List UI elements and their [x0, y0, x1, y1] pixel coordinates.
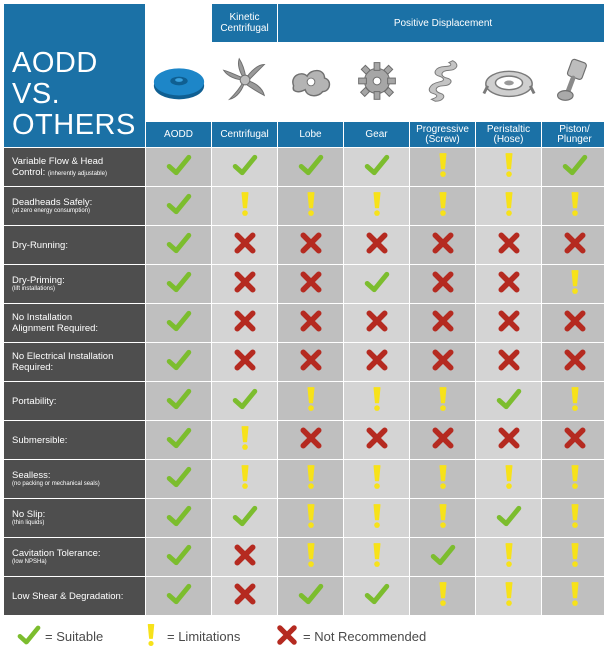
rating-cell — [212, 499, 277, 537]
rating-cell — [146, 499, 211, 537]
exclamation-icon — [561, 190, 589, 223]
legend-limitations-label: = Limitations — [167, 628, 241, 644]
rating-cell — [542, 460, 604, 498]
check-icon — [363, 151, 391, 184]
rating-cell — [212, 343, 277, 381]
rating-cell — [476, 304, 541, 342]
exclamation-icon — [297, 463, 325, 496]
check-icon — [165, 463, 193, 496]
rating-cell — [278, 538, 343, 576]
piston-icon — [546, 54, 604, 111]
row-label-text: Sealless: — [12, 470, 51, 481]
row-label-note: (low NPSHa) — [12, 559, 47, 565]
rating-cell — [146, 382, 211, 420]
row-label-note: (at zero energy consumption) — [12, 208, 91, 214]
rating-cell — [542, 304, 604, 342]
aodd-pump-icon — [150, 54, 208, 111]
cross-icon — [363, 229, 391, 262]
row-label-text: Dry-Running: — [12, 239, 68, 251]
check-icon — [165, 190, 193, 223]
check-icon — [165, 541, 193, 574]
column-header: Lobe — [278, 122, 343, 147]
rating-cell — [344, 343, 409, 381]
row-label-text: No Slip: — [12, 509, 46, 520]
exclamation-icon — [231, 463, 259, 496]
group-header-positive-displacement: Positive Displacement — [278, 4, 604, 42]
rating-cell — [146, 226, 211, 264]
exclamation-icon — [495, 151, 523, 184]
rating-cell — [542, 499, 604, 537]
cross-icon — [495, 346, 523, 379]
rating-cell — [212, 382, 277, 420]
rating-cell — [278, 265, 343, 303]
rating-cell — [212, 304, 277, 342]
legend-limitations — [138, 621, 240, 651]
rating-cell — [410, 382, 475, 420]
row-label-text — [12, 156, 145, 178]
cross-icon — [363, 346, 391, 379]
check-icon — [231, 502, 259, 535]
rating-cell — [344, 499, 409, 537]
check-icon — [231, 385, 259, 418]
rating-cell — [278, 226, 343, 264]
check-icon — [495, 385, 523, 418]
cross-icon — [429, 307, 457, 340]
gear-icon — [348, 54, 406, 111]
rating-cell — [476, 577, 541, 615]
row-label-text: Portability: — [12, 395, 57, 407]
rating-cell — [410, 265, 475, 303]
cross-icon — [561, 229, 589, 262]
row-label — [4, 382, 145, 420]
rating-cell — [476, 187, 541, 225]
rating-cell — [476, 148, 541, 186]
legend — [8, 621, 604, 651]
cross-icon — [297, 346, 325, 379]
group-header-kinetic: Kinetic Centrifugal — [212, 4, 277, 42]
rating-cell — [344, 265, 409, 303]
check-icon — [363, 580, 391, 613]
comparison-table — [4, 4, 604, 615]
rating-cell — [212, 577, 277, 615]
row-label — [4, 460, 145, 498]
rating-cell — [212, 187, 277, 225]
exclamation-icon — [495, 190, 523, 223]
row-label-text: No Installation Alignment Required: — [12, 312, 99, 334]
exclamation-icon — [561, 385, 589, 418]
rating-cell — [344, 226, 409, 264]
rating-cell — [146, 187, 211, 225]
row-label-text: Cavitation Tolerance: — [12, 548, 101, 559]
rating-cell — [410, 577, 475, 615]
screw-rotor-icon — [414, 54, 472, 111]
rating-cell — [212, 460, 277, 498]
cross-icon — [561, 424, 589, 457]
row-label — [4, 226, 145, 264]
rating-cell — [410, 460, 475, 498]
exclamation-icon — [363, 502, 391, 535]
row-label-note: (no packing or mechanical seals) — [12, 481, 100, 487]
row-label — [4, 499, 145, 537]
legend-suitable — [16, 621, 103, 651]
rating-cell — [476, 226, 541, 264]
rating-cell — [410, 304, 475, 342]
rating-cell — [410, 421, 475, 459]
row-label — [4, 577, 145, 615]
rating-cell — [542, 538, 604, 576]
rating-cell — [278, 421, 343, 459]
legend-not-recommended-label: = Not Recommended — [303, 628, 427, 644]
rating-cell — [146, 460, 211, 498]
exclamation-icon — [561, 463, 589, 496]
check-icon — [165, 346, 193, 379]
rating-cell — [542, 343, 604, 381]
cross-icon — [297, 307, 325, 340]
rating-cell — [542, 421, 604, 459]
check-icon — [165, 580, 193, 613]
check-icon — [165, 307, 193, 340]
column-header: Gear — [344, 122, 409, 147]
rating-cell — [278, 577, 343, 615]
cross-icon — [495, 424, 523, 457]
exclamation-icon — [561, 502, 589, 535]
cross-icon — [297, 229, 325, 262]
exclamation-icon — [297, 541, 325, 574]
row-label — [4, 187, 145, 225]
rating-cell — [542, 187, 604, 225]
row-label — [4, 421, 145, 459]
cross-icon — [429, 424, 457, 457]
cross-icon — [429, 346, 457, 379]
cross-icon — [231, 229, 259, 262]
cross-icon — [363, 424, 391, 457]
exclamation-icon — [495, 580, 523, 613]
rating-cell — [344, 304, 409, 342]
exclamation-icon — [561, 580, 589, 613]
check-icon — [165, 229, 193, 262]
exclamation-icon — [363, 385, 391, 418]
rating-cell — [146, 148, 211, 186]
exclamation-icon — [429, 190, 457, 223]
legend-exclamation-icon — [138, 622, 167, 651]
cross-icon — [495, 268, 523, 301]
rating-cell — [410, 499, 475, 537]
column-image-cell — [278, 43, 343, 121]
rating-cell — [146, 421, 211, 459]
rating-cell — [146, 265, 211, 303]
check-icon — [495, 502, 523, 535]
rating-cell — [278, 460, 343, 498]
rating-cell — [278, 499, 343, 537]
rating-cell — [410, 226, 475, 264]
exclamation-icon — [429, 463, 457, 496]
exclamation-icon — [297, 502, 325, 535]
column-image-cell — [542, 43, 604, 121]
check-icon — [165, 424, 193, 457]
row-label-text: Deadheads Safely: — [12, 197, 93, 208]
check-icon — [297, 151, 325, 184]
exclamation-icon — [297, 385, 325, 418]
exclamation-icon — [561, 541, 589, 574]
cross-icon — [231, 346, 259, 379]
rating-cell — [146, 577, 211, 615]
row-label-text: Dry-Priming: — [12, 275, 65, 286]
exclamation-icon — [495, 463, 523, 496]
row-label — [4, 538, 145, 576]
rating-cell — [344, 187, 409, 225]
rating-cell — [212, 226, 277, 264]
row-label-text: Submersible: — [12, 434, 68, 446]
cross-icon — [231, 541, 259, 574]
rating-cell — [278, 382, 343, 420]
rating-cell — [146, 304, 211, 342]
rating-cell — [278, 187, 343, 225]
rating-cell — [410, 538, 475, 576]
check-icon — [561, 151, 589, 184]
row-label-text: Low Shear & Degradation: — [12, 590, 124, 602]
comparison-table-wrapper — [4, 4, 604, 644]
rating-cell — [278, 148, 343, 186]
exclamation-icon — [429, 385, 457, 418]
check-icon — [165, 151, 193, 184]
exclamation-icon — [429, 151, 457, 184]
hose-pump-icon — [480, 54, 538, 111]
rating-cell — [542, 226, 604, 264]
exclamation-icon — [429, 502, 457, 535]
row-label — [4, 343, 145, 381]
exclamation-icon — [363, 463, 391, 496]
cross-icon — [363, 307, 391, 340]
check-icon — [165, 268, 193, 301]
rating-cell — [278, 343, 343, 381]
column-header: Centrifugal — [212, 122, 277, 147]
lobe-rotor-icon — [282, 54, 340, 111]
column-image-cell — [476, 43, 541, 121]
cross-icon — [429, 268, 457, 301]
exclamation-icon — [429, 580, 457, 613]
rating-cell — [476, 265, 541, 303]
table-title-cell — [4, 4, 145, 147]
row-label — [4, 304, 145, 342]
rating-cell — [212, 265, 277, 303]
cross-icon — [561, 307, 589, 340]
rating-cell — [344, 538, 409, 576]
rating-cell — [344, 421, 409, 459]
rating-cell — [212, 148, 277, 186]
rating-cell — [344, 460, 409, 498]
row-label-note: (inherently adjustable) — [47, 171, 107, 177]
exclamation-icon — [231, 424, 259, 457]
exclamation-icon — [363, 541, 391, 574]
rating-cell — [146, 538, 211, 576]
cross-icon — [495, 307, 523, 340]
row-label-text: No Electrical Installation Required: — [12, 351, 114, 373]
column-header: Peristaltic (Hose) — [476, 122, 541, 147]
legend-cross-icon — [274, 622, 303, 651]
check-icon — [165, 502, 193, 535]
legend-not-recommended — [274, 621, 426, 651]
blank-header-cell — [146, 4, 211, 42]
cross-icon — [429, 229, 457, 262]
rating-cell — [476, 343, 541, 381]
exclamation-icon — [297, 190, 325, 223]
check-icon — [231, 151, 259, 184]
row-label — [4, 148, 145, 186]
exclamation-icon — [231, 190, 259, 223]
cross-icon — [495, 229, 523, 262]
row-label-note: (thin liquids) — [12, 520, 45, 526]
legend-suitable-label: = Suitable — [45, 628, 104, 644]
column-image-cell — [344, 43, 409, 121]
column-header: AODD — [146, 122, 211, 147]
rating-cell — [476, 538, 541, 576]
rating-cell — [542, 577, 604, 615]
column-image-cell — [410, 43, 475, 121]
rating-cell — [476, 499, 541, 537]
table-title: AODD VS. OTHERS — [12, 47, 136, 141]
exclamation-icon — [363, 190, 391, 223]
rating-cell — [542, 382, 604, 420]
exclamation-icon — [495, 541, 523, 574]
cross-icon — [231, 307, 259, 340]
check-icon — [363, 268, 391, 301]
row-label — [4, 265, 145, 303]
rating-cell — [476, 382, 541, 420]
rating-cell — [344, 148, 409, 186]
rating-cell — [542, 265, 604, 303]
rating-cell — [410, 187, 475, 225]
rating-cell — [344, 577, 409, 615]
rating-cell — [146, 343, 211, 381]
row-label-main: Variable Flow & Head Control: — [12, 156, 104, 178]
rating-cell — [410, 343, 475, 381]
column-header: Progressive (Screw) — [410, 122, 475, 147]
cross-icon — [231, 580, 259, 613]
rating-cell — [476, 421, 541, 459]
cross-icon — [297, 268, 325, 301]
check-icon — [297, 580, 325, 613]
rating-cell — [212, 538, 277, 576]
rating-cell — [344, 382, 409, 420]
cross-icon — [561, 346, 589, 379]
check-icon — [429, 541, 457, 574]
row-label-note: (lift installations) — [12, 286, 56, 292]
column-image-cell — [212, 43, 277, 121]
rating-cell — [278, 304, 343, 342]
check-icon — [165, 385, 193, 418]
cross-icon — [297, 424, 325, 457]
column-image-cell — [146, 43, 211, 121]
rating-cell — [476, 460, 541, 498]
cross-icon — [231, 268, 259, 301]
rating-cell — [542, 148, 604, 186]
centrifugal-impeller-icon — [216, 54, 274, 111]
rating-cell — [410, 148, 475, 186]
column-header: Piston/ Plunger — [542, 122, 604, 147]
exclamation-icon — [561, 268, 589, 301]
rating-cell — [212, 421, 277, 459]
legend-check-icon — [16, 622, 45, 651]
